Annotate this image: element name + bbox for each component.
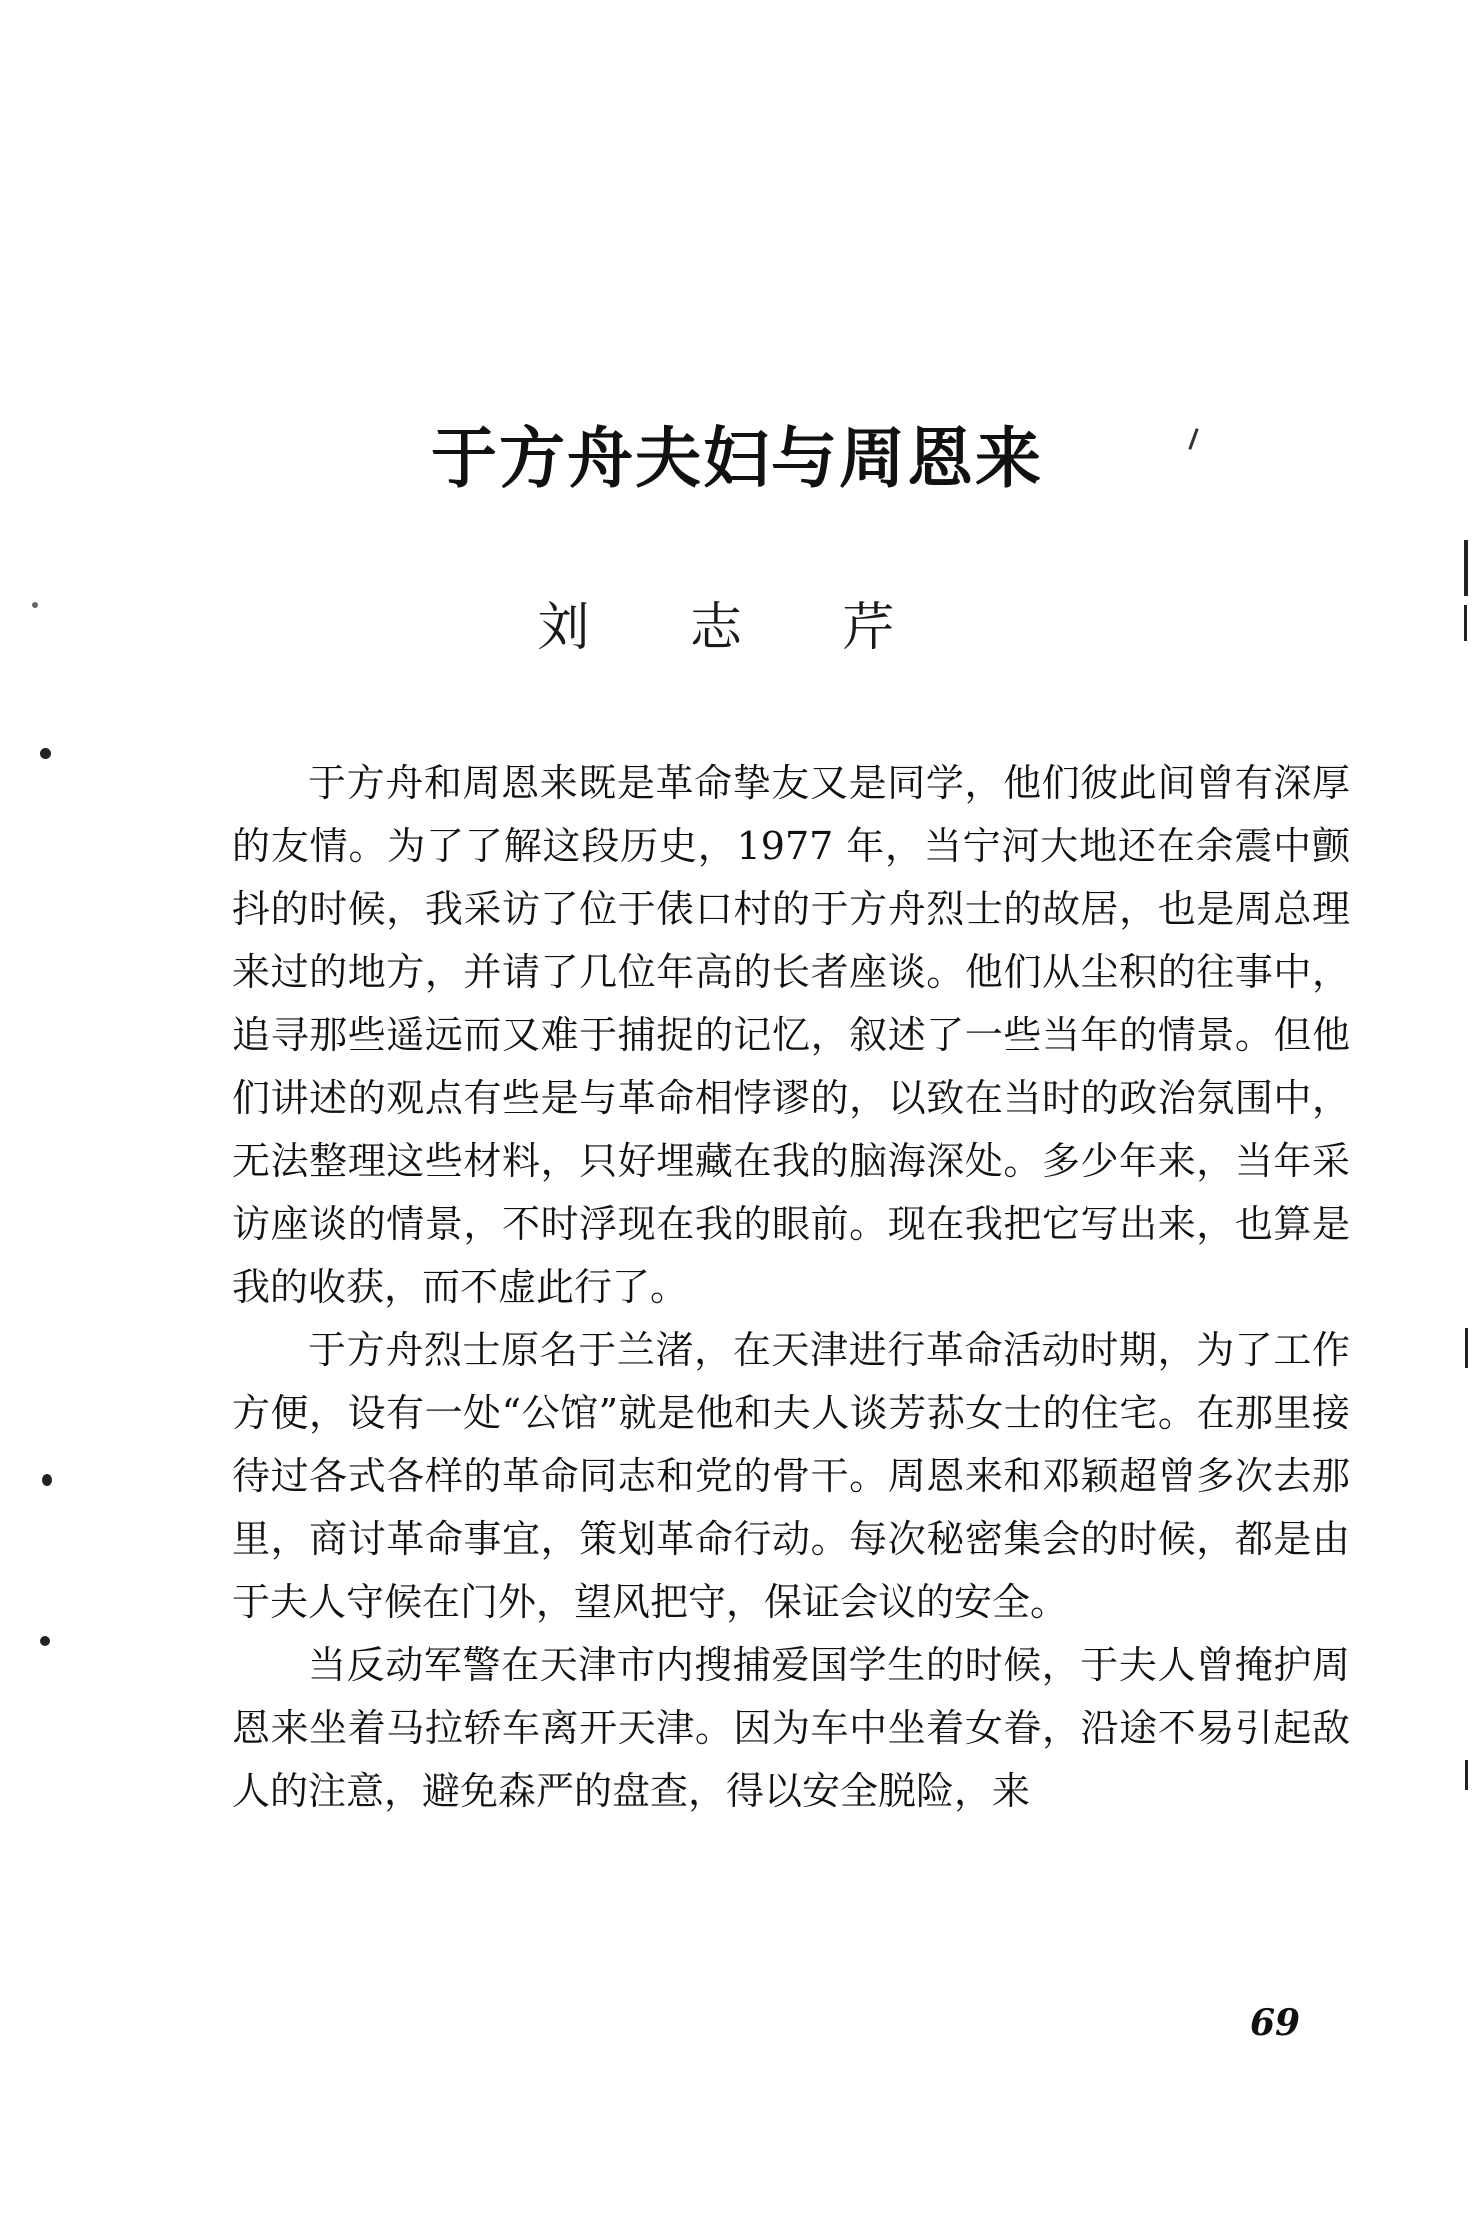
article-title: 于方舟夫妇与周恩来 [431, 420, 1043, 497]
article-body [232, 752, 1350, 1823]
paragraph-2: 于方舟烈士原名于兰渚，在天津进行革命活动时期，为了工作方便，设有一处“公馆”就是他和夫人谈芳荪女士的住宅。在那里接待过各式各样的革命同志和党的骨干。周恩来和邓颖超曾多次去那里，商讨革命事宜，策划革命行动。每次秘密集会的时候，都是由于夫人守候在门外，望风把守，保证会议的安全。 [232, 1328, 1350, 1624]
scan-speck [40, 748, 51, 759]
article-author: 刘 志 芹 [537, 598, 937, 658]
scan-edge-mark [1464, 605, 1467, 641]
page-number: 69 [1250, 2002, 1301, 2044]
paragraph-3: 当反动军警在天津市内搜捕爱国学生的时候，于夫人曾掩护周恩来坐着马拉轿车离开天津。因为车中坐着女眷，沿途不易引起敌人的注意，避免森严的盘查，得以安全脱险，来 [232, 1643, 1350, 1813]
scan-edge-mark [1465, 1328, 1468, 1368]
scan-edge-mark [1464, 540, 1468, 596]
scan-speck [32, 602, 38, 608]
scan-edge-mark [1465, 1760, 1468, 1790]
scan-speck [40, 1636, 50, 1646]
paragraph-1: 于方舟和周恩来既是革命挚友又是同学，他们彼此间曾有深厚的友情。为了了解这段历史，1977 年，当宁河大地还在余震中颤抖的时候，我采访了位于俵口村的于方舟烈士的故居，也是周总理来过的地方，并请了几位年高的长者座谈。他们从尘积的往事中，追寻那些遥远而又难于捕捉的记忆，叙述了一些当年的情景。但他们讲述的观点有些是与革命相悖谬的，以致在当时的政治氛围中，无法整理这些材料，只好埋藏在我的脑海深处。多少年来，当年采访座谈的情景，不时浮现在我的眼前。现在我把它写出来，也算是我的收获，而不虚此行了。 [232, 761, 1350, 1309]
scan-speck [42, 1474, 52, 1486]
